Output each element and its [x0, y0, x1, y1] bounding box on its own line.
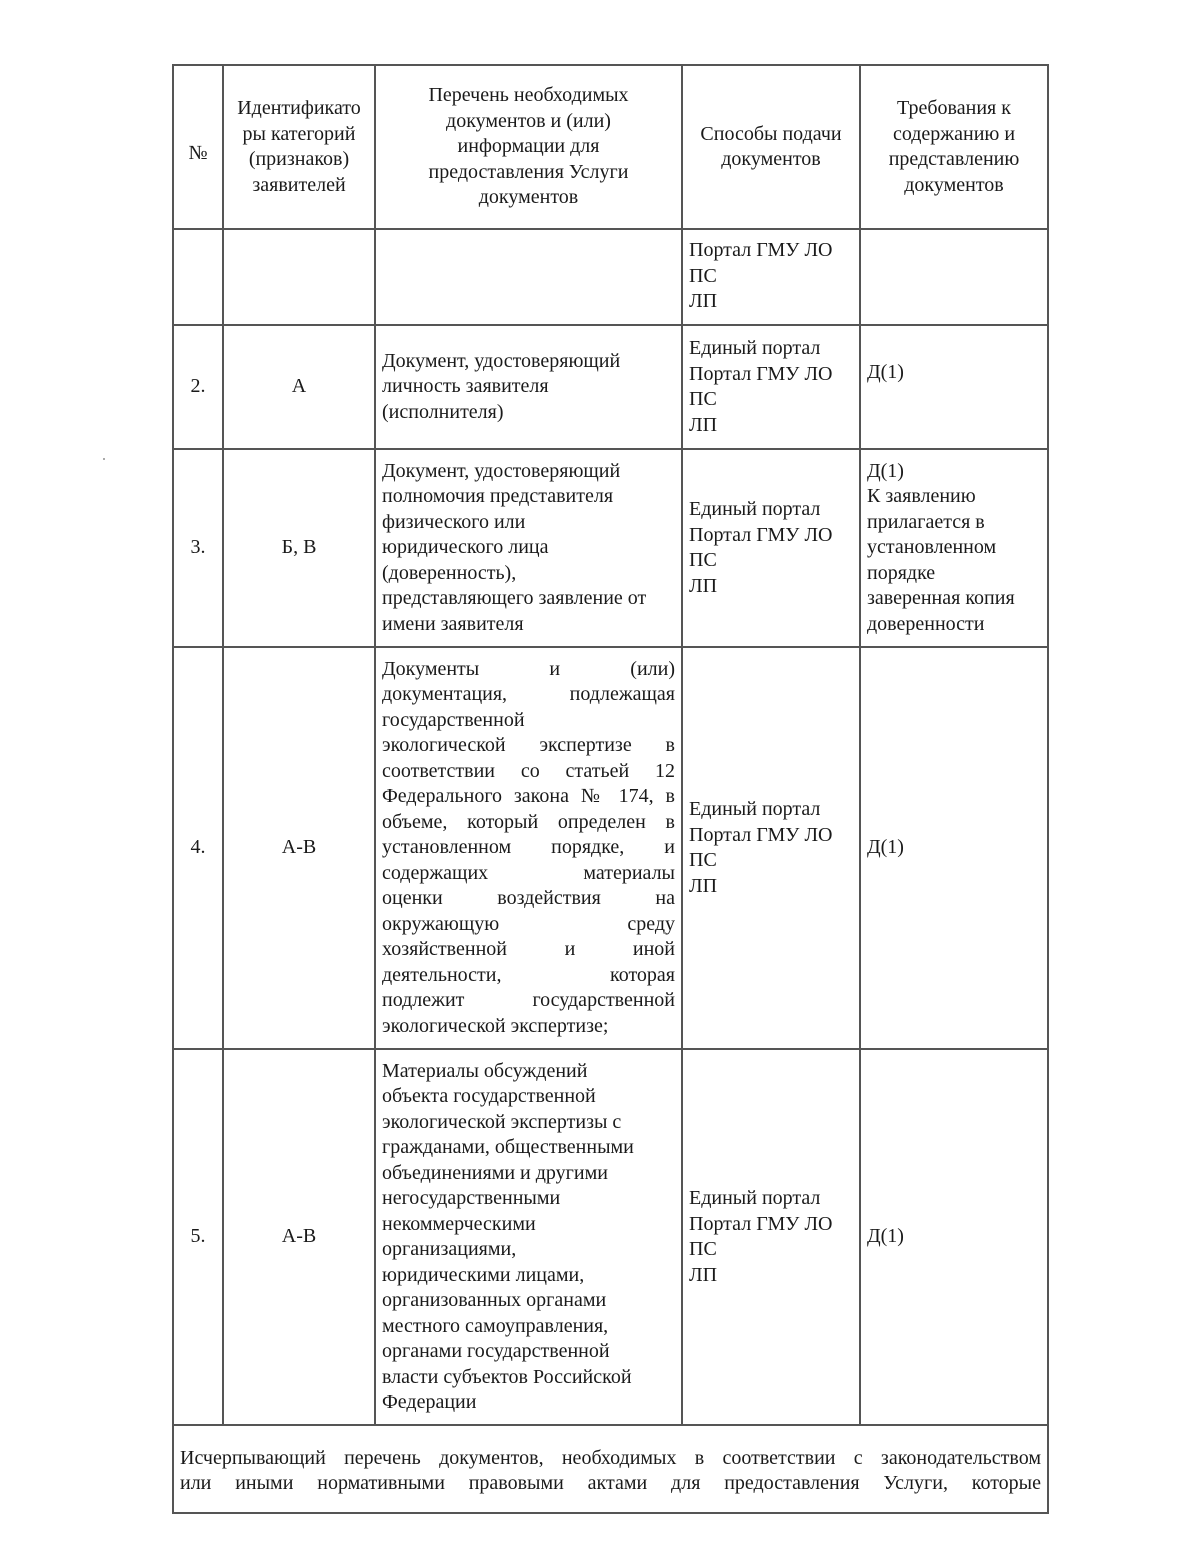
header-category-ids: Идентификато ры категорий (признаков) заявителей: [223, 65, 375, 229]
table-row: [173, 647, 1048, 1049]
row-number: 5.: [173, 1049, 223, 1425]
row-methods: Портал ГМУ ЛО ПС ЛП: [682, 229, 860, 325]
row-category: Б, В: [223, 449, 375, 647]
table-header-row: [173, 65, 1048, 229]
row-category: [223, 229, 375, 325]
row-methods: Единый портал Портал ГМУ ЛО ПС ЛП: [682, 647, 860, 1049]
table-footer-row: [173, 1425, 1048, 1513]
row-requirements: Д(1): [860, 1049, 1048, 1425]
row-number: 3.: [173, 449, 223, 647]
documents-table: [172, 64, 1049, 1514]
row-methods: Единый портал Портал ГМУ ЛО ПС ЛП: [682, 449, 860, 647]
row-category: А-В: [223, 647, 375, 1049]
header-requirements: Требования к содержанию и представлению документов: [860, 65, 1048, 229]
row-methods: Единый портал Портал ГМУ ЛО ПС ЛП: [682, 325, 860, 449]
table-row: [173, 449, 1048, 647]
row-number: [173, 229, 223, 325]
row-requirements: Д(1): [860, 325, 1048, 449]
table-row: [173, 229, 1048, 325]
header-number: №: [173, 65, 223, 229]
row-documents: Документы и (или) документация, подлежащая государственной экологической экспертизе в соответствии со статьей 12 Федерального закона № 174, в объеме, который определен в установленном порядке, и содержащих материалы оценки воздействия на окружающую среду хозяйственной и иной деятельности, которая подлежит государственной экологической экспертизе;: [375, 647, 682, 1049]
row-number: 4.: [173, 647, 223, 1049]
row-documents: Документ, удостоверяющий личность заявителя (исполнителя): [375, 325, 682, 449]
row-category: А-В: [223, 1049, 375, 1425]
row-documents: Документ, удостоверяющий полномочия представителя физического или юридического лица (доверенность), представляющего заявление от имени заявителя: [375, 449, 682, 647]
footer-text: Исчерпывающий перечень документов, необходимых в соответствии с законодательством или иными нормативными правовыми актами для предоставления Услуги, которые: [173, 1425, 1048, 1513]
row-requirements: [860, 229, 1048, 325]
row-methods: Единый портал Портал ГМУ ЛО ПС ЛП: [682, 1049, 860, 1425]
row-requirements: Д(1): [860, 647, 1048, 1049]
row-requirements: Д(1) К заявлению прилагается в установленном порядке заверенная копия доверенности: [860, 449, 1048, 647]
header-submission-methods: Способы подачи документов: [682, 65, 860, 229]
row-documents: Материалы обсуждений объекта государственной экологической экспертизы с гражданами, общественными объединениями и другими негосударственными некоммерческими организациями, юридическими лицами, организованных органами местного самоуправления, органами государственной власти субъектов Российской Федерации: [375, 1049, 682, 1425]
header-documents-list: Перечень необходимых документов и (или) информации для предоставления Услуги документов: [375, 65, 682, 229]
row-number: 2.: [173, 325, 223, 449]
row-category: А: [223, 325, 375, 449]
row-documents: [375, 229, 682, 325]
table-row: [173, 1049, 1048, 1425]
table-row: [173, 325, 1048, 449]
scan-speck: [103, 458, 105, 460]
